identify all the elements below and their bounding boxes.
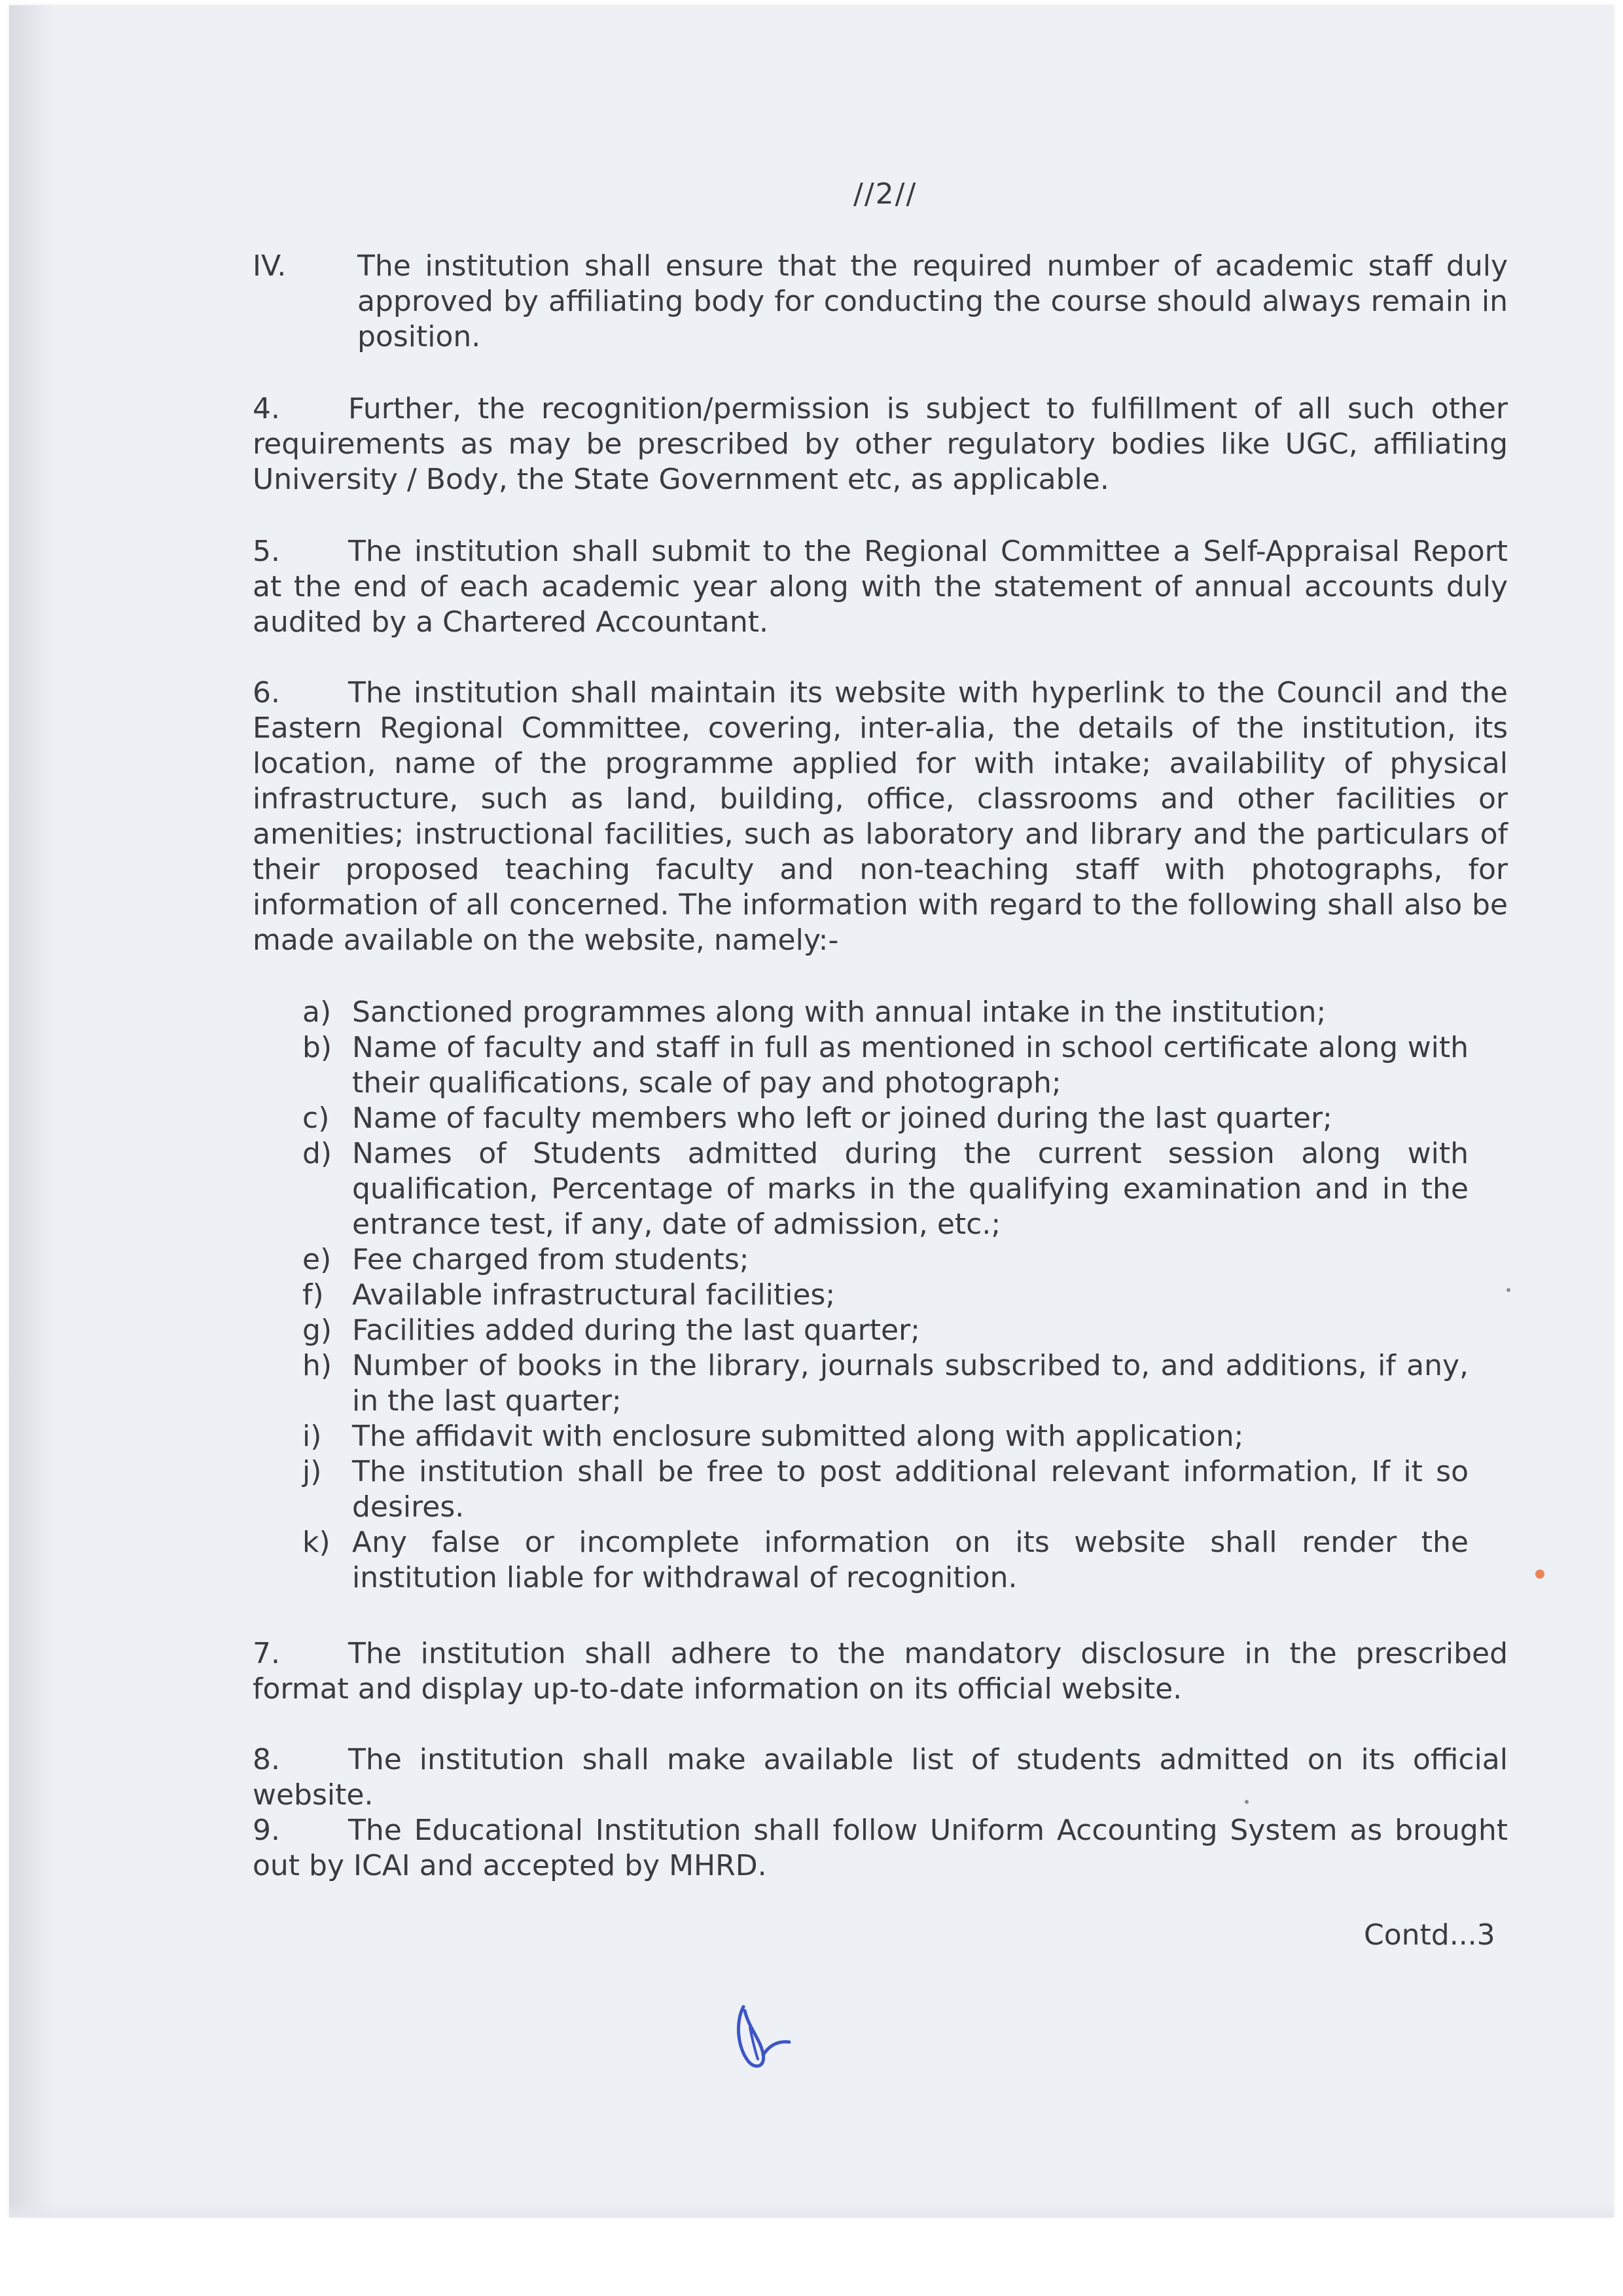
paragraph-7-number: 7.: [253, 1637, 280, 1670]
list-item-text: Any false or incomplete information on its website shall render the institution liable for withdrawal of recognition.: [352, 1526, 1469, 1594]
paragraph-8-text: The institution shall make available list of students admitted on its official website.: [253, 1743, 1508, 1812]
paragraph-5-text: The institution shall submit to the Regional Committee a Self-Appraisal Report at the end of each academic year along with the statement of annual accounts duly audited by a Chartered Accountant.: [253, 535, 1508, 639]
clause-iv: [253, 249, 1508, 355]
list-item-label: f): [302, 1278, 324, 1312]
ink-speck: [1535, 1570, 1544, 1579]
dust-speck: [1507, 1288, 1510, 1292]
list-item-text: Name of faculty members who left or joined during the last quarter;: [352, 1102, 1332, 1135]
paragraph-4-text: Further, the recognition/permission is subject to fulfillment of all such other requirements as may be prescribed by other regulatory bodies like UGC, affiliating University / Body, the State Government etc, as applicable.: [253, 392, 1508, 496]
clause-iv-text: The institution shall ensure that the required number of academic staff duly approved by affiliating body for conducting the course should always remain in position.: [357, 249, 1508, 353]
list-item-text: Sanctioned programmes along with annual intake in the institution;: [352, 996, 1327, 1029]
list-item: [302, 1348, 1469, 1419]
document-content: [9, 5, 1614, 2217]
list-item-text: Available infrastructural facilities;: [352, 1278, 836, 1312]
list-item: [302, 1136, 1469, 1242]
list-item: [302, 1242, 1469, 1278]
list-item-text: The affidavit with enclosure submitted along with application;: [352, 1420, 1244, 1453]
list-item-label: d): [302, 1137, 332, 1170]
paragraph-9-text: The Educational Institution shall follow Uniform Accounting System as brought out by ICAI and accepted by MHRD.: [253, 1814, 1508, 1882]
paragraph-4: [253, 391, 1508, 497]
continuation-note: Contd...3: [1364, 1918, 1495, 1952]
list-item-text: The institution shall be free to post additional relevant information, If it so desires.: [352, 1455, 1469, 1524]
paragraph-9: [253, 1813, 1508, 1884]
list-item-label: h): [302, 1349, 332, 1382]
list-item: [302, 1313, 1469, 1348]
list-item-text: Number of books in the library, journals subscribed to, and additions, if any, in the last quarter;: [352, 1349, 1469, 1418]
list-item-label: k): [302, 1526, 330, 1559]
paragraph-7-text: The institution shall adhere to the mandatory disclosure in the prescribed format and display up-to-date information on its official website.: [253, 1637, 1508, 1706]
list-item-text: Name of faculty and staff in full as mentioned in school certificate along with their qualifications, scale of pay and photograph;: [352, 1031, 1469, 1100]
list-item-label: c): [302, 1102, 330, 1135]
list-item: [302, 1454, 1469, 1525]
list-item: [302, 995, 1469, 1030]
list-item: [302, 1525, 1469, 1596]
clause-iv-number: IV.: [253, 249, 287, 283]
handwritten-initial-signature: [729, 2001, 801, 2080]
document-page: [9, 5, 1614, 2217]
list-item-label: i): [302, 1420, 322, 1453]
list-item: [302, 1419, 1469, 1454]
dust-speck: [1245, 1800, 1249, 1804]
list-item-text: Fee charged from students;: [352, 1243, 749, 1276]
page-number: //2//: [853, 177, 918, 211]
paragraph-4-number: 4.: [253, 392, 280, 425]
website-disclosure-list: [302, 995, 1469, 1596]
paragraph-8: [253, 1742, 1508, 1813]
list-item-text: Names of Students admitted during the current session along with qualification, Percentage of marks in the qualifying examination and in the entrance test, if any, date of admission, etc.;: [352, 1137, 1469, 1241]
list-item-label: b): [302, 1031, 332, 1064]
paragraph-6: [253, 675, 1508, 958]
paragraph-5-number: 5.: [253, 535, 280, 568]
list-item: [302, 1030, 1469, 1101]
list-item-label: a): [302, 996, 332, 1029]
paragraph-8-number: 8.: [253, 1743, 280, 1776]
list-item: [302, 1278, 1469, 1313]
paragraph-9-number: 9.: [253, 1814, 280, 1847]
list-item-text: Facilities added during the last quarter;: [352, 1314, 920, 1347]
paragraph-5: [253, 534, 1508, 640]
list-item-label: j): [302, 1455, 322, 1488]
list-item-label: e): [302, 1243, 332, 1276]
paragraph-6-number: 6.: [253, 676, 280, 709]
paragraph-7: [253, 1636, 1508, 1707]
list-item-label: g): [302, 1314, 332, 1347]
list-item: [302, 1101, 1469, 1136]
paragraph-6-text: The institution shall maintain its website with hyperlink to the Council and the Eastern Regional Committee, covering, inter-alia, the details of the institution, its location, name of the programme applied for with intake; availability of physical infrastructure, such as land, building, office, classrooms and other facilities or amenities; instructional facilities, such as laboratory and library and the particulars of their proposed teaching faculty and non-teaching staff with photographs, for information of all concerned. The information with regard to the following shall also be made available on the website, namely:-: [253, 676, 1508, 957]
